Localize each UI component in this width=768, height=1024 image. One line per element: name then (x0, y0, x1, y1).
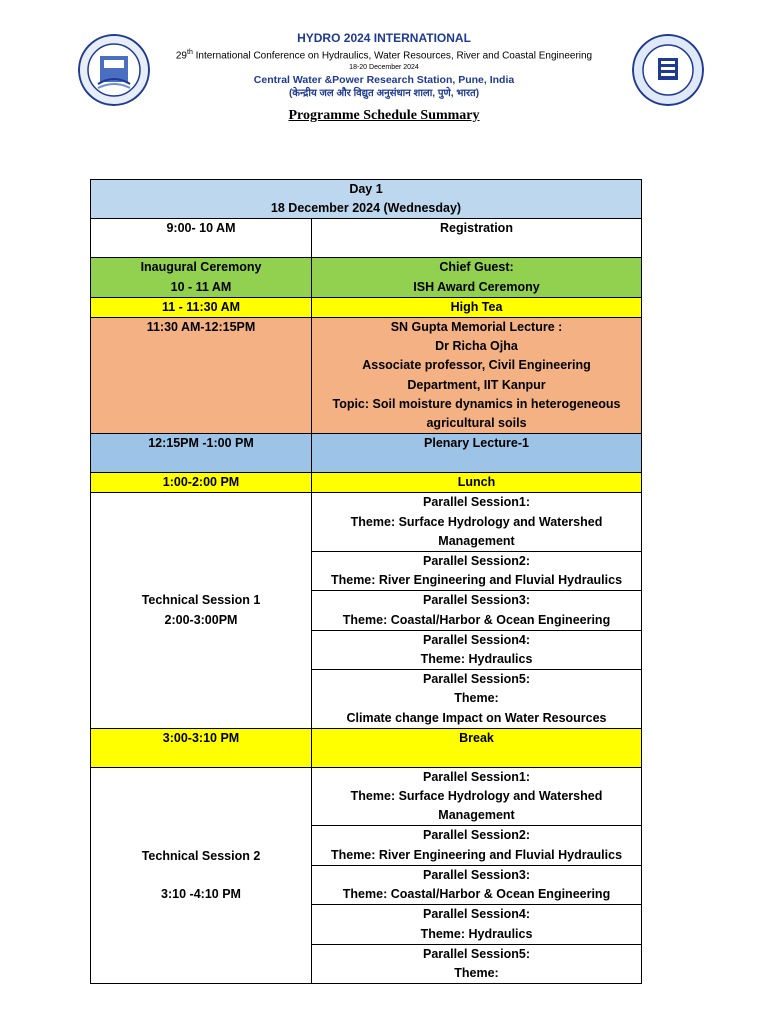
day-header-row (91, 180, 642, 219)
time-cell: Inaugural Ceremony 10 - 11 AM (91, 258, 312, 297)
day-date: 18 December 2024 (Wednesday) (270, 201, 462, 216)
parallel-session-cell: Parallel Session3: Theme: Coastal/Harbor & Ocean Engineering (312, 591, 642, 630)
event-cell: SN Gupta Memorial Lecture : Dr Richa Ojha Associate professor, Civil Engineering Department, IIT Kanpur Topic: Soil moisture dynamics in heterogeneous agricultural soils (312, 318, 642, 434)
parallel-session-cell: Parallel Session4: Theme: Hydraulics (312, 630, 642, 669)
table-row (91, 728, 642, 767)
technical-session-1-cell: Technical Session 1 2:00-3:00PM (91, 493, 312, 728)
parallel-session-cell: Parallel Session2: Theme: River Engineering and Fluvial Hydraulics (312, 552, 642, 591)
time-cell: 12:15PM -1:00 PM (91, 434, 312, 473)
event-cell: Chief Guest: ISH Award Ceremony (312, 258, 642, 297)
organizer-name-hindi: (केन्द्रीय जल और विद्युत अनुसंधान शाला, पुणे, भारत) (288, 88, 480, 100)
ish-logo (632, 34, 704, 106)
event-cell: Break (312, 728, 642, 767)
parallel-session-cell: Parallel Session5: Theme: (312, 944, 642, 983)
table-row (91, 767, 642, 826)
table-row (91, 219, 642, 258)
day-header-cell (91, 180, 642, 219)
page-title: Programme Schedule Summary (288, 108, 480, 123)
conference-dates: 18-20 December 2024 (349, 64, 419, 72)
parallel-session-cell: Parallel Session5: Theme: Climate change Impact on Water Resources (312, 670, 642, 729)
parallel-session-cell: Parallel Session1: Theme: Surface Hydrology and Watershed Management (312, 493, 642, 552)
table-row (91, 493, 642, 552)
schedule-table (90, 179, 642, 984)
technical-session-2-cell: Technical Session 2 3:10 -4:10 PM (91, 767, 312, 983)
parallel-session-cell: Parallel Session4: Theme: Hydraulics (312, 905, 642, 944)
document-header (0, 0, 768, 170)
conference-title: HYDRO 2024 INTERNATIONAL (297, 31, 471, 45)
event-cell: Plenary Lecture-1 (312, 434, 642, 473)
event-cell: High Tea (312, 297, 642, 317)
organizer-name: Central Water &Power Research Station, Pune, India (253, 74, 515, 87)
time-cell: 3:00-3:10 PM (91, 728, 312, 767)
day-label: Day 1 (349, 182, 383, 196)
table-row (91, 258, 642, 297)
table-row (91, 434, 642, 473)
time-cell: 9:00- 10 AM (91, 219, 312, 258)
event-cell: Lunch (312, 473, 642, 493)
parallel-session-cell: Parallel Session2: Theme: River Engineering and Fluvial Hydraulics (312, 826, 642, 865)
conference-subtitle: 29th International Conference on Hydraulics, Water Resources, River and Coastal Engineering (175, 49, 593, 62)
event-cell: Registration (312, 219, 642, 258)
table-row (91, 318, 642, 434)
parallel-session-cell: Parallel Session3: Theme: Coastal/Harbor & Ocean Engineering (312, 865, 642, 904)
time-cell: 1:00-2:00 PM (91, 473, 312, 493)
cwprs-logo (78, 34, 150, 106)
table-row (91, 473, 642, 493)
header-text-block (150, 30, 618, 101)
time-cell: 11 - 11:30 AM (91, 297, 312, 317)
parallel-session-cell: Parallel Session1: Theme: Surface Hydrology and Watershed Management (312, 767, 642, 826)
time-cell: 11:30 AM-12:15PM (91, 318, 312, 434)
table-row (91, 297, 642, 317)
